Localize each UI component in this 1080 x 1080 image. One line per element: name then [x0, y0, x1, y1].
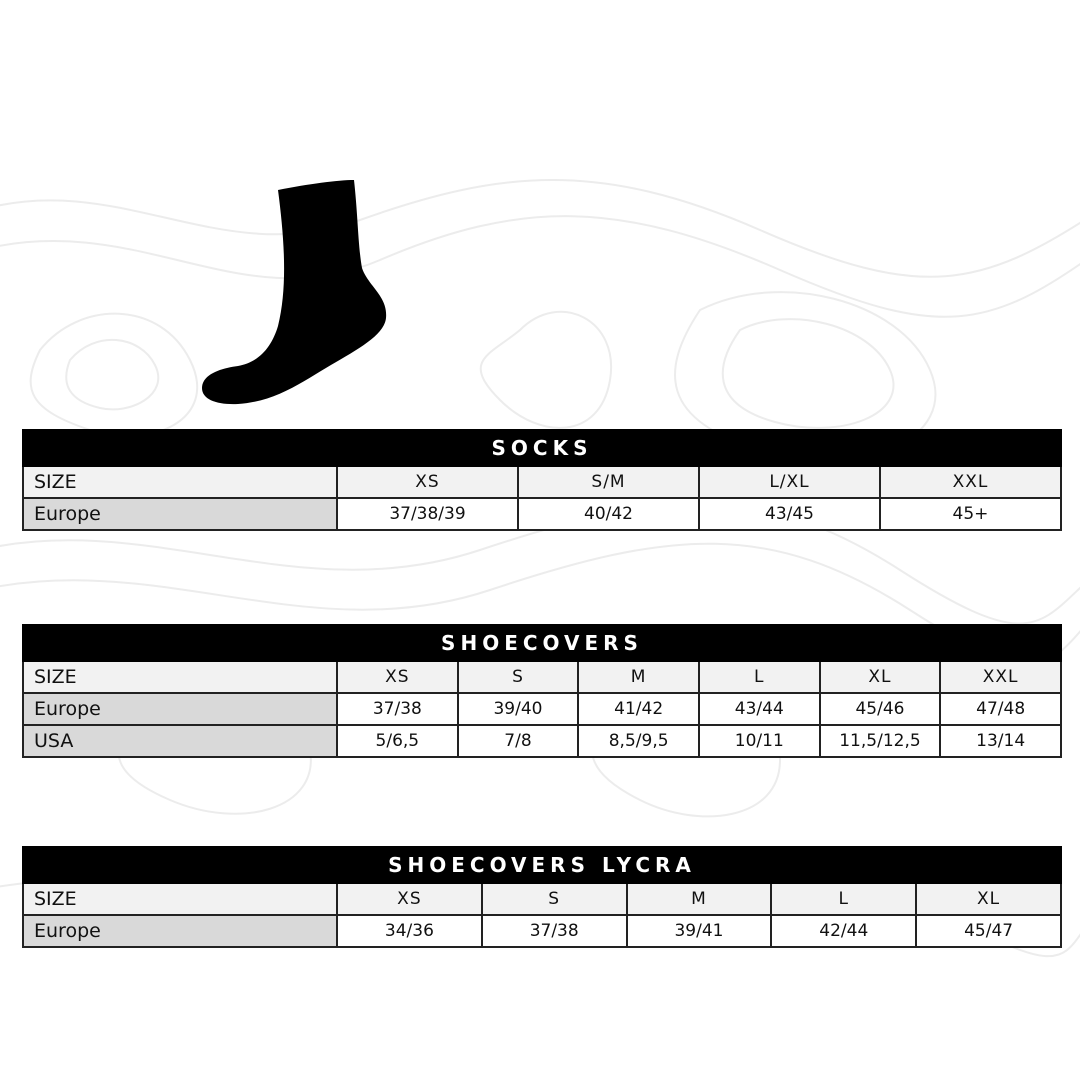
- value-cell: 42/44: [771, 915, 916, 947]
- size-cell: M: [627, 883, 772, 915]
- size-header-row: [23, 466, 1061, 498]
- value-cell: 40/42: [518, 498, 699, 530]
- value-cell: 39/40: [458, 693, 579, 725]
- value-cell: 13/14: [940, 725, 1061, 757]
- size-cell: XS: [337, 466, 518, 498]
- size-cell: S: [458, 661, 579, 693]
- size-cell: S/M: [518, 466, 699, 498]
- value-cell: 45/46: [820, 693, 941, 725]
- shoecovers-lycra-size-table: [22, 846, 1062, 948]
- value-cell: 41/42: [578, 693, 699, 725]
- size-cell: XS: [337, 661, 458, 693]
- size-cell: L: [699, 661, 820, 693]
- value-cell: 7/8: [458, 725, 579, 757]
- value-cell: 37/38: [482, 915, 627, 947]
- table-row: [23, 498, 1061, 530]
- row-label: Europe: [23, 915, 337, 947]
- value-cell: 47/48: [940, 693, 1061, 725]
- value-cell: 10/11: [699, 725, 820, 757]
- value-cell: 37/38/39: [337, 498, 518, 530]
- table-title: SHOECOVERS LYCRA: [23, 847, 1061, 883]
- size-cell: L/XL: [699, 466, 880, 498]
- socks-size-table: [22, 429, 1062, 531]
- value-cell: 43/44: [699, 693, 820, 725]
- row-label: Europe: [23, 498, 337, 530]
- value-cell: 37/38: [337, 693, 458, 725]
- row-label: Europe: [23, 693, 337, 725]
- sock-icon: [198, 176, 394, 408]
- size-cell: XL: [820, 661, 941, 693]
- size-header-row: [23, 661, 1061, 693]
- table-row: [23, 725, 1061, 757]
- size-header-row: [23, 883, 1061, 915]
- table-title: SOCKS: [23, 430, 1061, 466]
- value-cell: 34/36: [337, 915, 482, 947]
- value-cell: 45+: [880, 498, 1061, 530]
- table-title: SHOECOVERS: [23, 625, 1061, 661]
- value-cell: 43/45: [699, 498, 880, 530]
- size-cell: M: [578, 661, 699, 693]
- value-cell: 45/47: [916, 915, 1061, 947]
- value-cell: 8,5/9,5: [578, 725, 699, 757]
- shoecovers-size-table: [22, 624, 1062, 758]
- size-cell: S: [482, 883, 627, 915]
- row-label: SIZE: [23, 883, 337, 915]
- size-cell: XXL: [880, 466, 1061, 498]
- value-cell: 5/6,5: [337, 725, 458, 757]
- table-row: [23, 915, 1061, 947]
- size-cell: XXL: [940, 661, 1061, 693]
- value-cell: 39/41: [627, 915, 772, 947]
- row-label: SIZE: [23, 466, 337, 498]
- size-cell: XL: [916, 883, 1061, 915]
- value-cell: 11,5/12,5: [820, 725, 941, 757]
- table-row: [23, 693, 1061, 725]
- size-cell: L: [771, 883, 916, 915]
- size-cell: XS: [337, 883, 482, 915]
- row-label: SIZE: [23, 661, 337, 693]
- row-label: USA: [23, 725, 337, 757]
